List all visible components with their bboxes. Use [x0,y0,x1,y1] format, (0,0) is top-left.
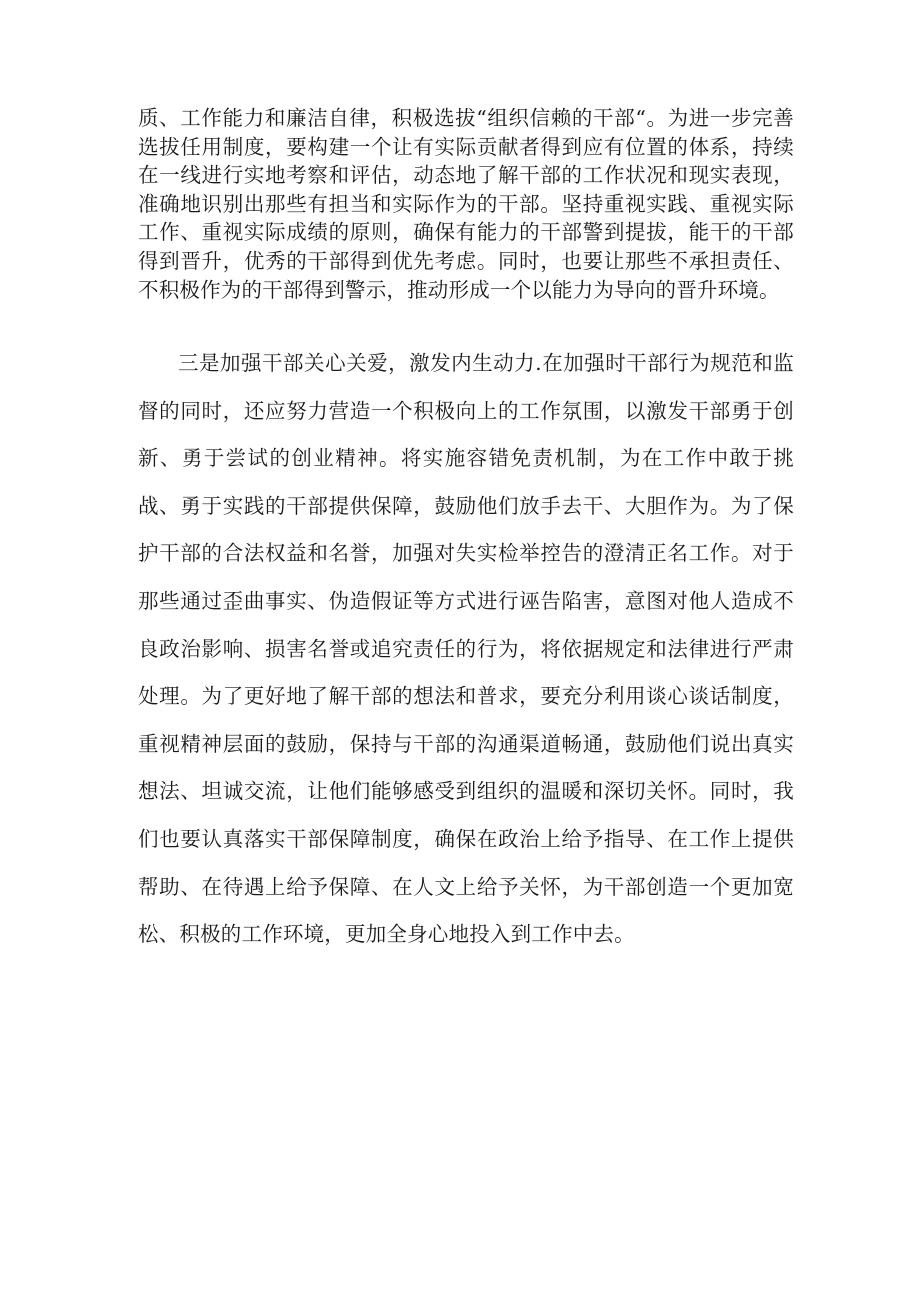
paragraph-cadre-care: 三是加强干部关心关爱，激发内生动力.在加强时干部行为规范和监督的同时，还应努力营造一个积极向上的工作氛围，以激发干部勇于创新、勇于尝试的创业精神。将实施容错免责机制，为在工作中敢于挑战、勇于实践的干部提供保障，鼓励他们放手去干、大胆作为。为了保护干部的合法权益和名誉，加强对失实检举控告的澄清正名工作。对于那些通过歪曲事实、伪造假证等方式进行诬告陷害，意图对他人造成不良政治影响、损害名誉或追究责任的行为，将依据规定和法律进行严肃处理。为了更好地了解干部的想法和普求，要充分利用谈心谈话制度，重视精神层面的鼓励，保持与干部的沟通渠道畅通，鼓励他们说出真实想法、坦诚交流，让他们能够感受到组织的温暖和深切关怀。同时，我们也要认真落实干部保障制度，确保在政治上给予指导、在工作上提供帮助、在待遇上给予保障、在人文上给予关怀，为干部创造一个更加宽松、积极的工作环境，更加全身心地投入到工作中去。 [138,351,794,947]
paragraph-cadre-selection: 质、工作能力和廉洁自律，积极选拔“组织信赖的干部“。为进一步完善选拔任用制度，要构建一个让有实际贡献者得到应有位置的体系，持续在一线进行实地考察和评估，动态地了解干部的工作状况和现实表现，准确地识别出那些有担当和实际作为的干部。坚持重视实践、重视实际工作、重视实际成绩的原则，确保有能力的干部警到提拔，能干的干部得到晋升，优秀的干部得到优先考虑。同时，也要让那些不承担责任、不积极作为的干部得到警示，推动形成一个以能力为导向的晋升环境。 [138,106,794,302]
